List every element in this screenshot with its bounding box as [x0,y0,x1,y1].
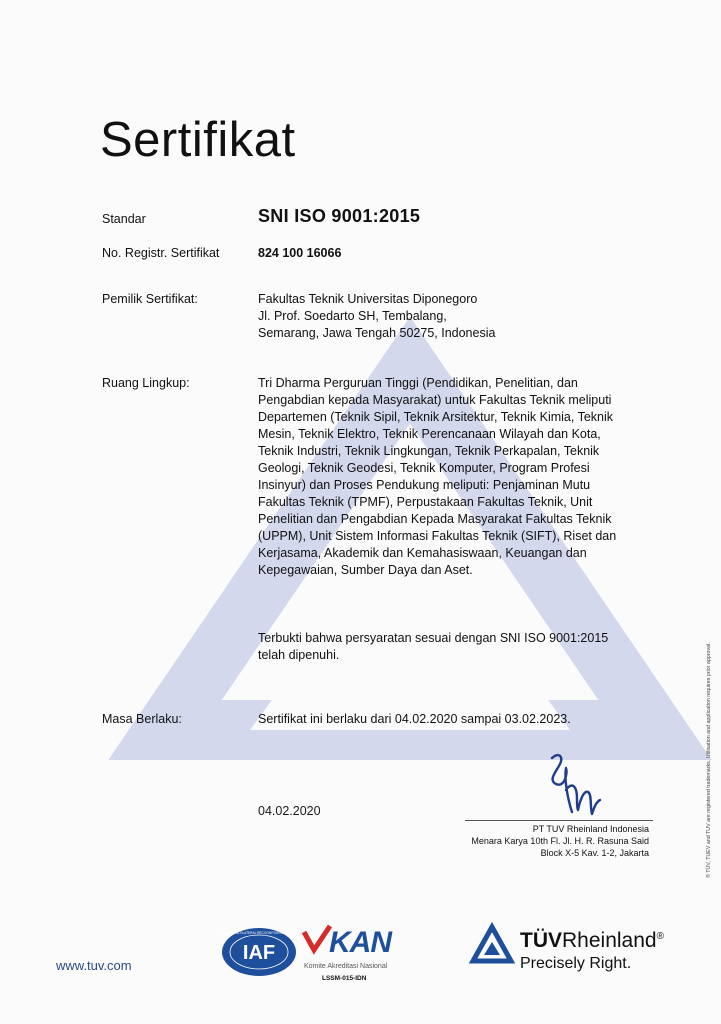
standard-label: Standar [102,212,146,226]
tuv-triangle-logo [470,924,514,964]
validity-value: Sertifikat ini berlaku dari 04.02.2020 sampai 03.02.2023. [258,712,571,726]
tuv-tagline: Precisely Right. [520,955,632,972]
owner-name: Fakultas Teknik Universitas Diponegoro [258,292,478,306]
scope-line: Kerjasama, Akademik dan Kemahasiswaan, Keuangan dan [258,546,587,560]
owner-block [258,291,495,342]
scope-line: Departemen (Teknik Sipil, Teknik Arsitektur, Teknik Kimia, Teknik [258,410,614,424]
issuer-address-1: Menara Karya 10th Fl. Jl. H. R. Rasuna Said [471,836,649,846]
scope-line: Mesin, Teknik Elektro, Teknik Perencanaan Wilayah dan Kota, [258,427,601,441]
signature-image [538,750,608,830]
registration-label: No. Registr. Sertifikat [102,246,220,260]
tuv-wordmark-bold: TÜV [520,929,562,952]
scope-line: Pengabdian kepada Masyarakat) untuk Fakultas Teknik meliputi [258,393,612,407]
trademark-note-text: ® TÜV, TUEV and TUV are registered trademarks. Utilisation and application requires prior approval. [706,642,712,878]
scope-line: Fakultas Teknik (TPMF), Perpustakaan Fakultas Teknik, Unit [258,495,593,509]
iaf-ring-text: MEMBER OF MULTILATERAL RECOGNITION ARRANGEMENT [212,931,306,935]
scope-line: (UPPM), Unit Sistem Informasi Fakultas Teknik (SIFT), Riset dan [258,529,617,543]
issuer-block [471,823,649,859]
registration-value: 824 100 16066 [258,246,342,260]
tuv-wordmark-rest: Rheinland [562,929,657,952]
scope-text [258,375,638,579]
scope-line: Insinyur) dan Proses Pendukung meliputi: Penjaminan Mutu [258,478,591,492]
trademark-note [702,585,714,880]
certificate-title: Sertifikat [100,113,296,167]
owner-address-1: Jl. Prof. Soedarto SH, Tembalang, [258,309,447,323]
signature-line [465,820,653,821]
owner-address-2: Semarang, Jawa Tengah 50275, Indonesia [258,326,496,340]
tuv-registered-mark: ® [656,931,664,942]
standard-value: SNI ISO 9001:2015 [258,206,421,226]
tuv-wordmark [520,929,664,953]
scope-line: Penelitian dan Pengabdian Kepada Masyarakat Fakultas Teknik [258,512,612,526]
scope-line: Tri Dharma Perguruan Tinggi (Pendidikan, Penelitian, dan [258,376,578,390]
proof-statement [258,630,608,664]
issuer-address-2: Block X-5 Kav. 1-2, Jakarta [540,848,649,858]
website-link[interactable]: www.tuv.com [56,958,132,973]
kan-subtitle: Komite Akreditasi Nasional [304,963,388,970]
issuer-name: PT TUV Rheinland Indonesia [532,824,649,834]
iaf-logo [212,926,306,978]
owner-label: Pemilik Sertifikat: [102,292,198,306]
proof-line-2: telah dipenuhi. [258,648,340,662]
kan-code: LSSM-015-IDN [322,975,367,982]
proof-line-1: Terbukti bahwa persyaratan sesuai dengan SNI ISO 9001:2015 [258,631,609,645]
kan-wordmark: KAN [329,926,391,959]
issue-date: 04.02.2020 [258,804,321,818]
scope-line: Geologi, Teknik Geodesi, Teknik Komputer, Program Profesi [258,461,590,475]
scope-line: Teknik Industri, Teknik Lingkungan, Teknik Perkapalan, Teknik [258,444,600,458]
scope-line: Kepegawaian, Sumber Daya dan Aset. [258,563,473,577]
scope-label: Ruang Lingkup: [102,376,190,390]
validity-label: Masa Berlaku: [102,712,182,726]
iaf-text: IAF [242,942,276,964]
